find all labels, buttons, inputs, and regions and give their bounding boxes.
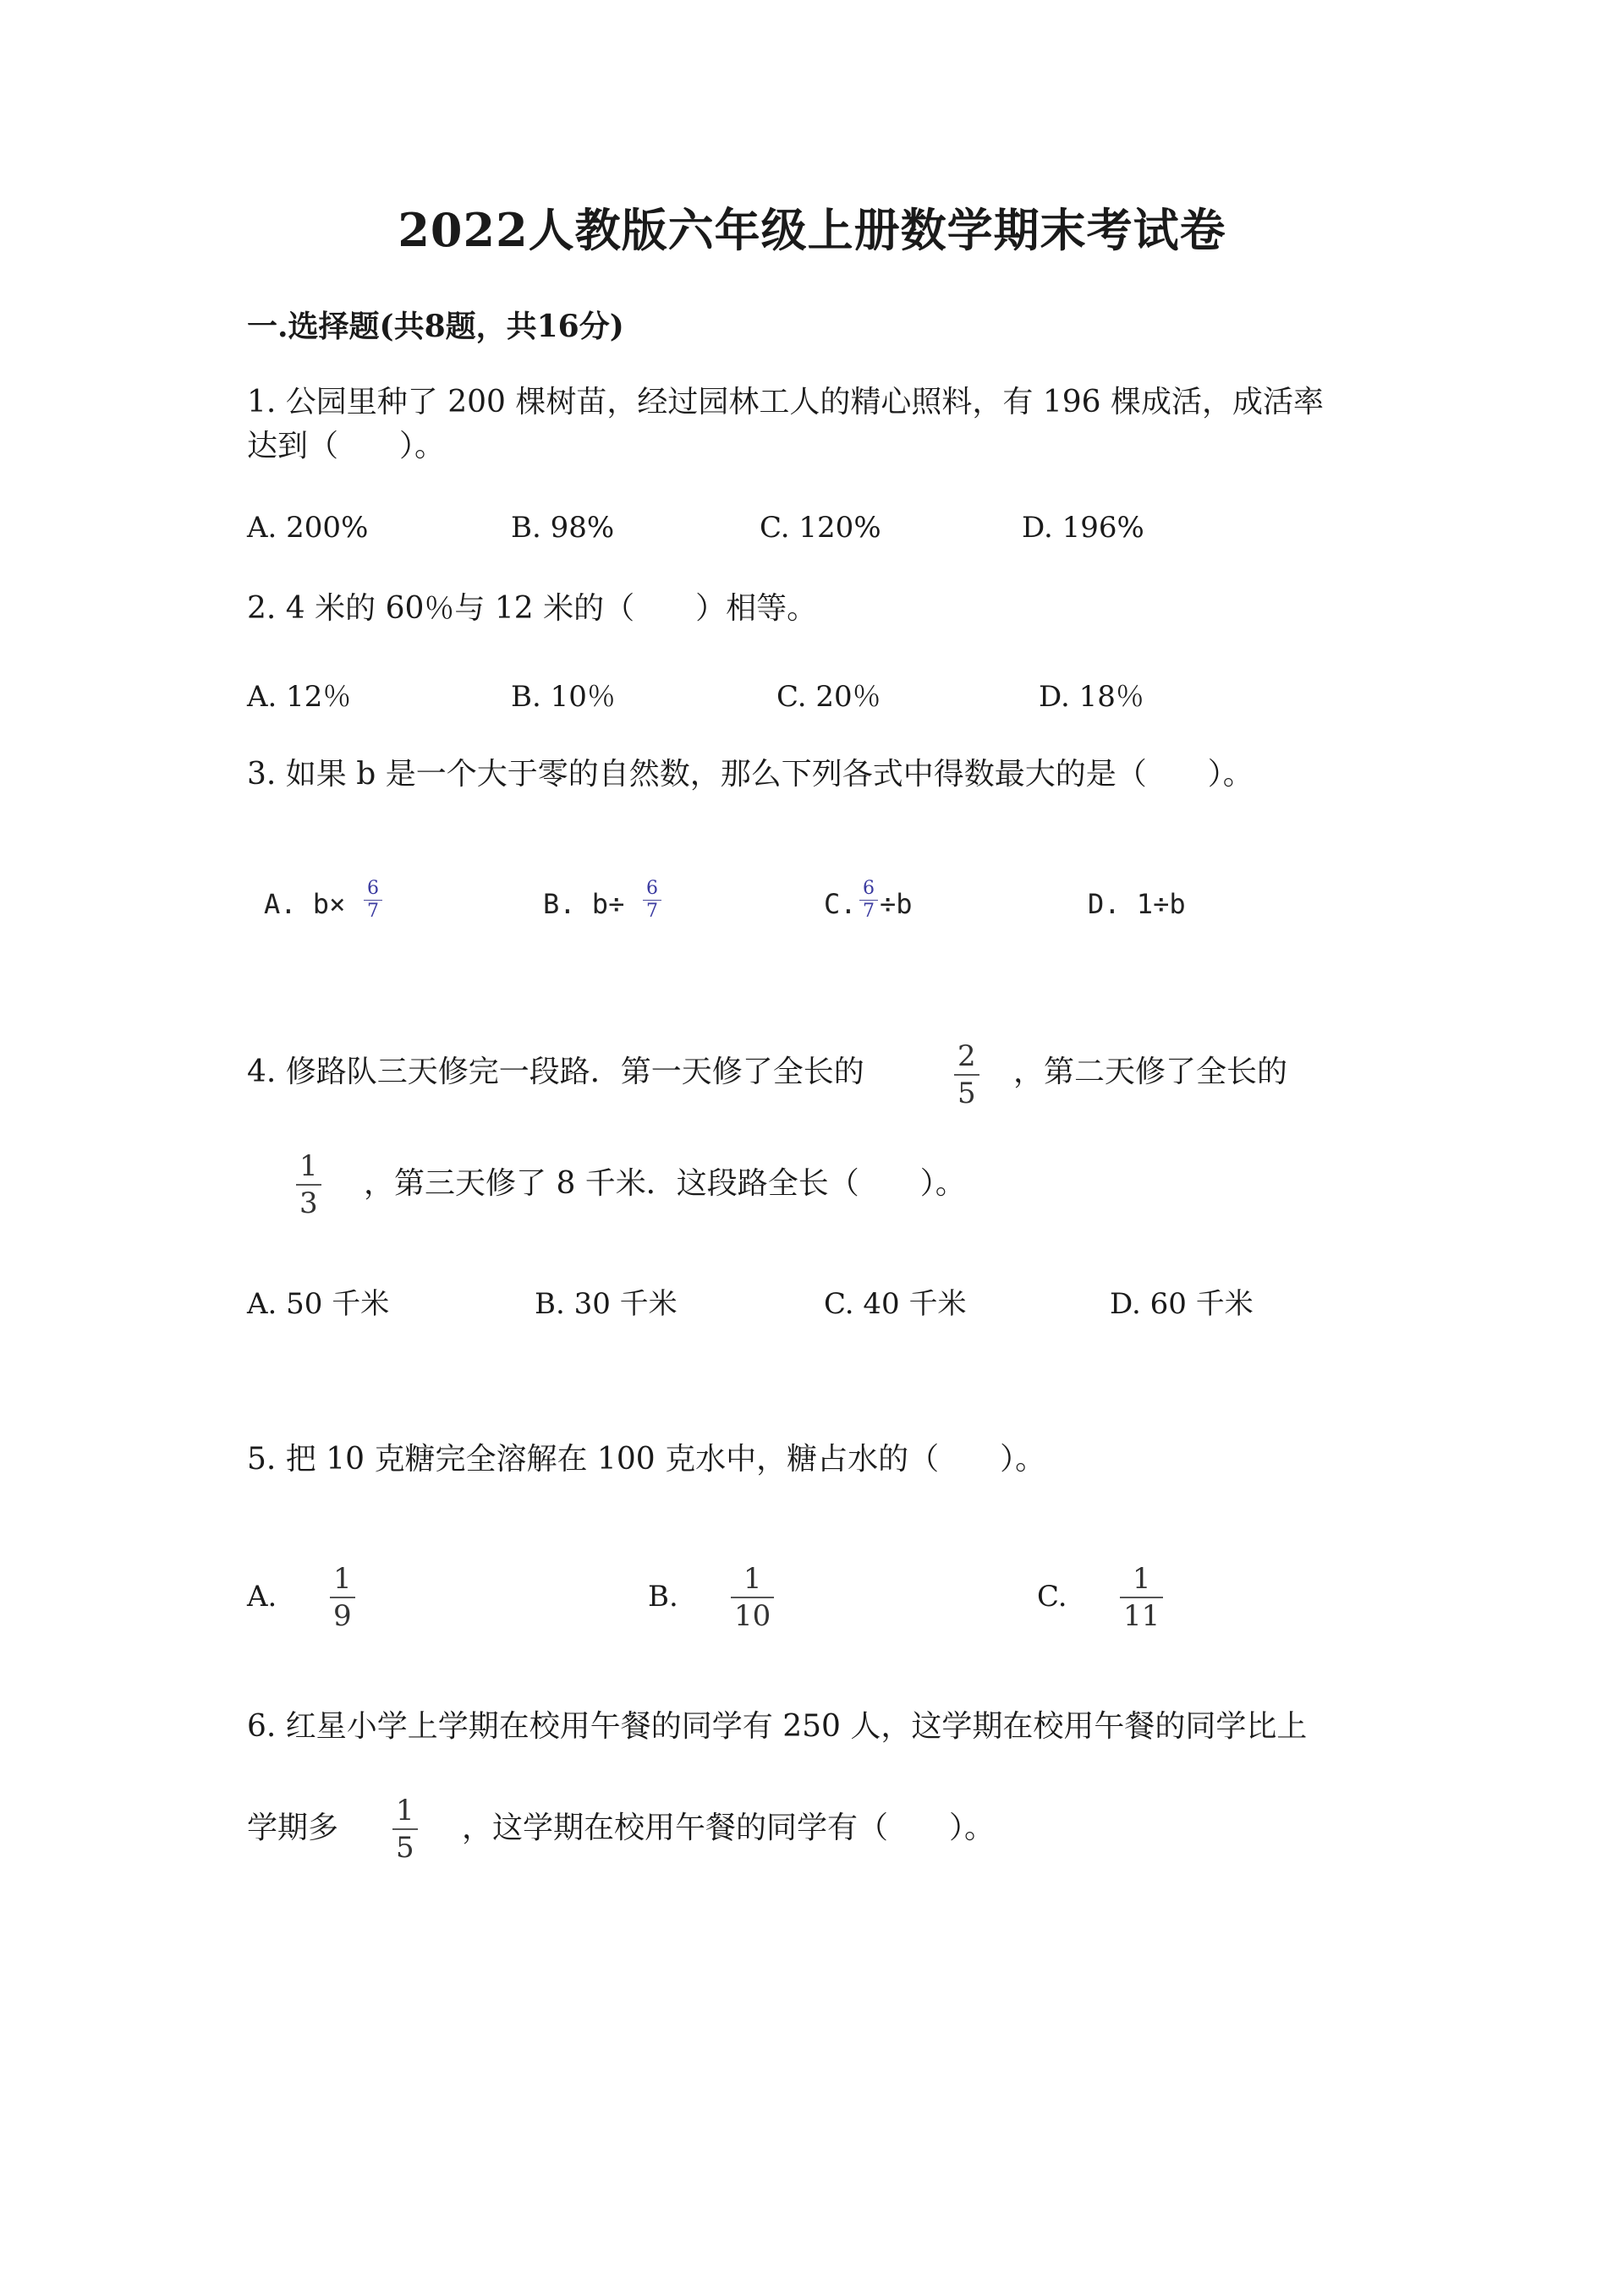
option-label: B.: [648, 1580, 678, 1614]
denominator: 5: [396, 1831, 414, 1865]
fraction: [859, 879, 878, 921]
question-4-option-d[interactable]: D. 60 千米: [1110, 1287, 1254, 1321]
numerator: 1: [299, 1149, 318, 1183]
denominator: 7: [646, 901, 658, 922]
question-6-line-2b: ，这学期在校用午餐的同学有（ ）。: [462, 1811, 996, 1845]
option-b-expression: B. b÷: [543, 888, 625, 920]
numerator: 6: [863, 878, 875, 899]
denominator: 10: [734, 1599, 771, 1633]
numerator: 1: [333, 1562, 352, 1596]
option-label: C.: [1037, 1580, 1067, 1614]
question-1-option-a[interactable]: A. 200%: [247, 511, 369, 545]
question-2-line-1: 2. 4 米的 60％与 12 米的（ ）相等。: [247, 591, 818, 626]
question-5-line-1: 5. 把 10 克糖完全溶解在 100 克水中，糖占水的（ ）。: [247, 1442, 1046, 1477]
question-5-option-a[interactable]: [247, 1564, 382, 1632]
denominator: 5: [957, 1077, 976, 1110]
numerator: 1: [743, 1562, 762, 1596]
numerator: 2: [957, 1039, 976, 1073]
numerator: 6: [367, 878, 379, 899]
denominator: 7: [367, 901, 379, 922]
question-6-fraction: [392, 1794, 418, 1865]
question-1-option-b[interactable]: B. 98%: [511, 511, 615, 545]
numerator: 1: [1132, 1562, 1151, 1596]
question-3-option-b[interactable]: [543, 878, 658, 922]
question-5-option-b[interactable]: [648, 1564, 800, 1632]
fraction: [643, 879, 661, 921]
denominator: 7: [863, 901, 875, 922]
numerator: 1: [396, 1794, 414, 1827]
option-label: A.: [247, 1580, 277, 1614]
section-heading: 一.选择题(共8题，共16分): [247, 309, 624, 344]
question-4-line-2: ，第三天修了 8 千米．这段路全长（ ）。: [364, 1166, 966, 1201]
fraction: [731, 1562, 774, 1633]
numerator: 6: [646, 878, 658, 899]
question-3-option-a[interactable]: [264, 878, 379, 922]
question-1-line-2: 达到（ ）。: [247, 429, 446, 463]
option-a-expression: A. b×: [264, 888, 346, 920]
question-4-fraction-2: [296, 1149, 321, 1220]
question-1-option-c[interactable]: C. 120%: [760, 511, 881, 545]
question-4-option-a[interactable]: A. 50 千米: [247, 1287, 390, 1321]
question-3-option-d[interactable]: [1088, 888, 1186, 920]
question-5-option-c[interactable]: [1037, 1564, 1189, 1632]
question-2-option-d[interactable]: D. 18％: [1039, 680, 1144, 714]
question-3-option-c[interactable]: [824, 879, 942, 930]
question-1-line-1: 1. 公园里种了 200 棵树苗，经过园林工人的精心照料，有 196 棵成活，成活率: [247, 385, 1324, 419]
question-4-line-1a: 4. 修路队三天修完一段路．第一天修了全长的: [247, 1055, 864, 1089]
page-title: 2022人教版六年级上册数学期末考试卷: [398, 203, 1226, 257]
question-3-line-1: 3. 如果 b 是一个大于零的自然数，那么下列各式中得数最大的是（ ）。: [247, 757, 1254, 792]
question-2-option-c[interactable]: C. 20％: [776, 680, 881, 714]
fraction: [330, 1562, 355, 1633]
option-c-label: C.: [824, 888, 857, 920]
question-6-line-1: 6. 红星小学上学期在校用午餐的同学有 250 人，这学期在校用午餐的同学比上: [247, 1709, 1308, 1744]
option-d-expression: D. 1÷b: [1088, 888, 1186, 920]
question-4-fraction-1: [954, 1039, 979, 1110]
question-6-line-2a: 学期多: [247, 1811, 339, 1845]
question-4-option-c[interactable]: C. 40 千米: [824, 1287, 967, 1321]
denominator: 9: [333, 1599, 352, 1633]
question-2-option-b[interactable]: B. 10％: [511, 680, 616, 714]
denominator: 3: [299, 1186, 318, 1220]
question-2-option-a[interactable]: A. 12％: [247, 680, 352, 714]
question-1-option-d[interactable]: D. 196%: [1022, 511, 1144, 545]
option-c-suffix: ÷b: [880, 888, 913, 920]
denominator: 11: [1123, 1599, 1160, 1633]
fraction: [364, 879, 382, 921]
question-4-line-1b: ，第二天修了全长的: [1013, 1055, 1288, 1089]
fraction: [1120, 1562, 1163, 1633]
question-4-option-b[interactable]: B. 30 千米: [535, 1287, 678, 1321]
